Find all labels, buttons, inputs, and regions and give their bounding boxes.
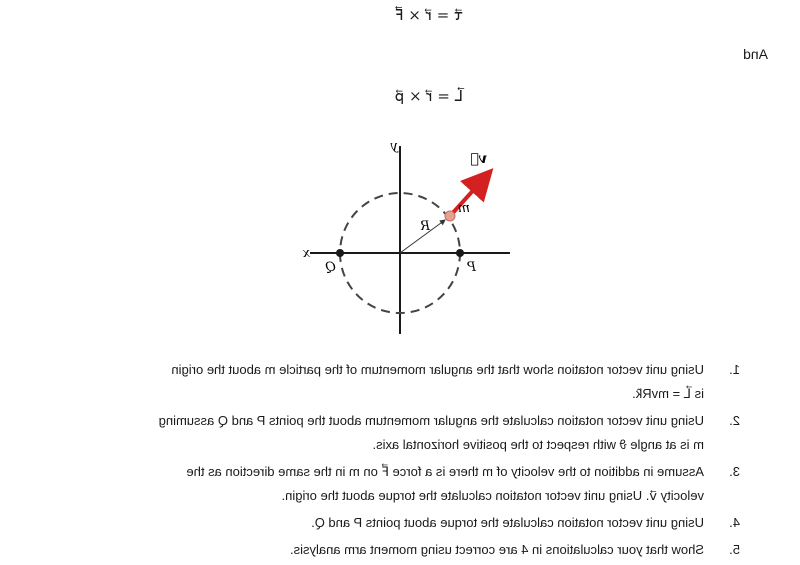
question-text: Using unit vector notation calculate the angular momentum about the points P and Q assuming (158, 413, 704, 428)
question-number: 2. (729, 413, 740, 428)
particle-m (445, 211, 455, 221)
point-p-label: P (467, 260, 476, 275)
y-axis-label: y (390, 139, 398, 154)
question-item (40, 538, 740, 562)
question-text: Using unit vector notation show that the angular momentum of the particle m about the origin (171, 362, 704, 377)
torque-equation: τ⃗ = r⃗ × F⃗ (394, 6, 463, 24)
question-item (40, 460, 740, 508)
circular-motion-diagram (290, 136, 510, 336)
question-text-continued: velocity v⃗. Using unit vector notation calculate the torque about the origin. (281, 488, 704, 503)
question-item (40, 409, 740, 457)
question-text-continued: is L⃗ = mvRk̂. (632, 386, 704, 401)
question-text-continued: m is at angle ϑ with respect to the positive horizontal axis. (372, 437, 704, 452)
question-number: 5. (729, 542, 740, 557)
question-text: Show that your calculations in 4 are correct using moment arm analysis. (289, 542, 704, 557)
radius-label: R (420, 219, 430, 234)
question-list (40, 358, 740, 565)
and-connector: And (743, 46, 768, 62)
question-item (40, 358, 740, 406)
x-axis-label: x (302, 246, 310, 261)
velocity-label: v⃗ (470, 151, 487, 167)
question-text: Using unit vector notation calculate the torque about points P and Q. (311, 515, 704, 530)
question-item (40, 511, 740, 535)
question-number: 4. (729, 515, 740, 530)
angular-momentum-equation: L⃗ = r⃗ × p⃗ (394, 87, 463, 105)
point-p-dot (456, 249, 464, 257)
question-number: 3. (729, 464, 740, 479)
question-number: 1. (729, 362, 740, 377)
mass-label: m (457, 201, 470, 216)
question-text: Assume in addition to the velocity of m there is a force F⃗ on m in the same direction as the (186, 464, 704, 479)
point-q-dot (336, 249, 344, 257)
point-q-label: Q (325, 260, 336, 275)
